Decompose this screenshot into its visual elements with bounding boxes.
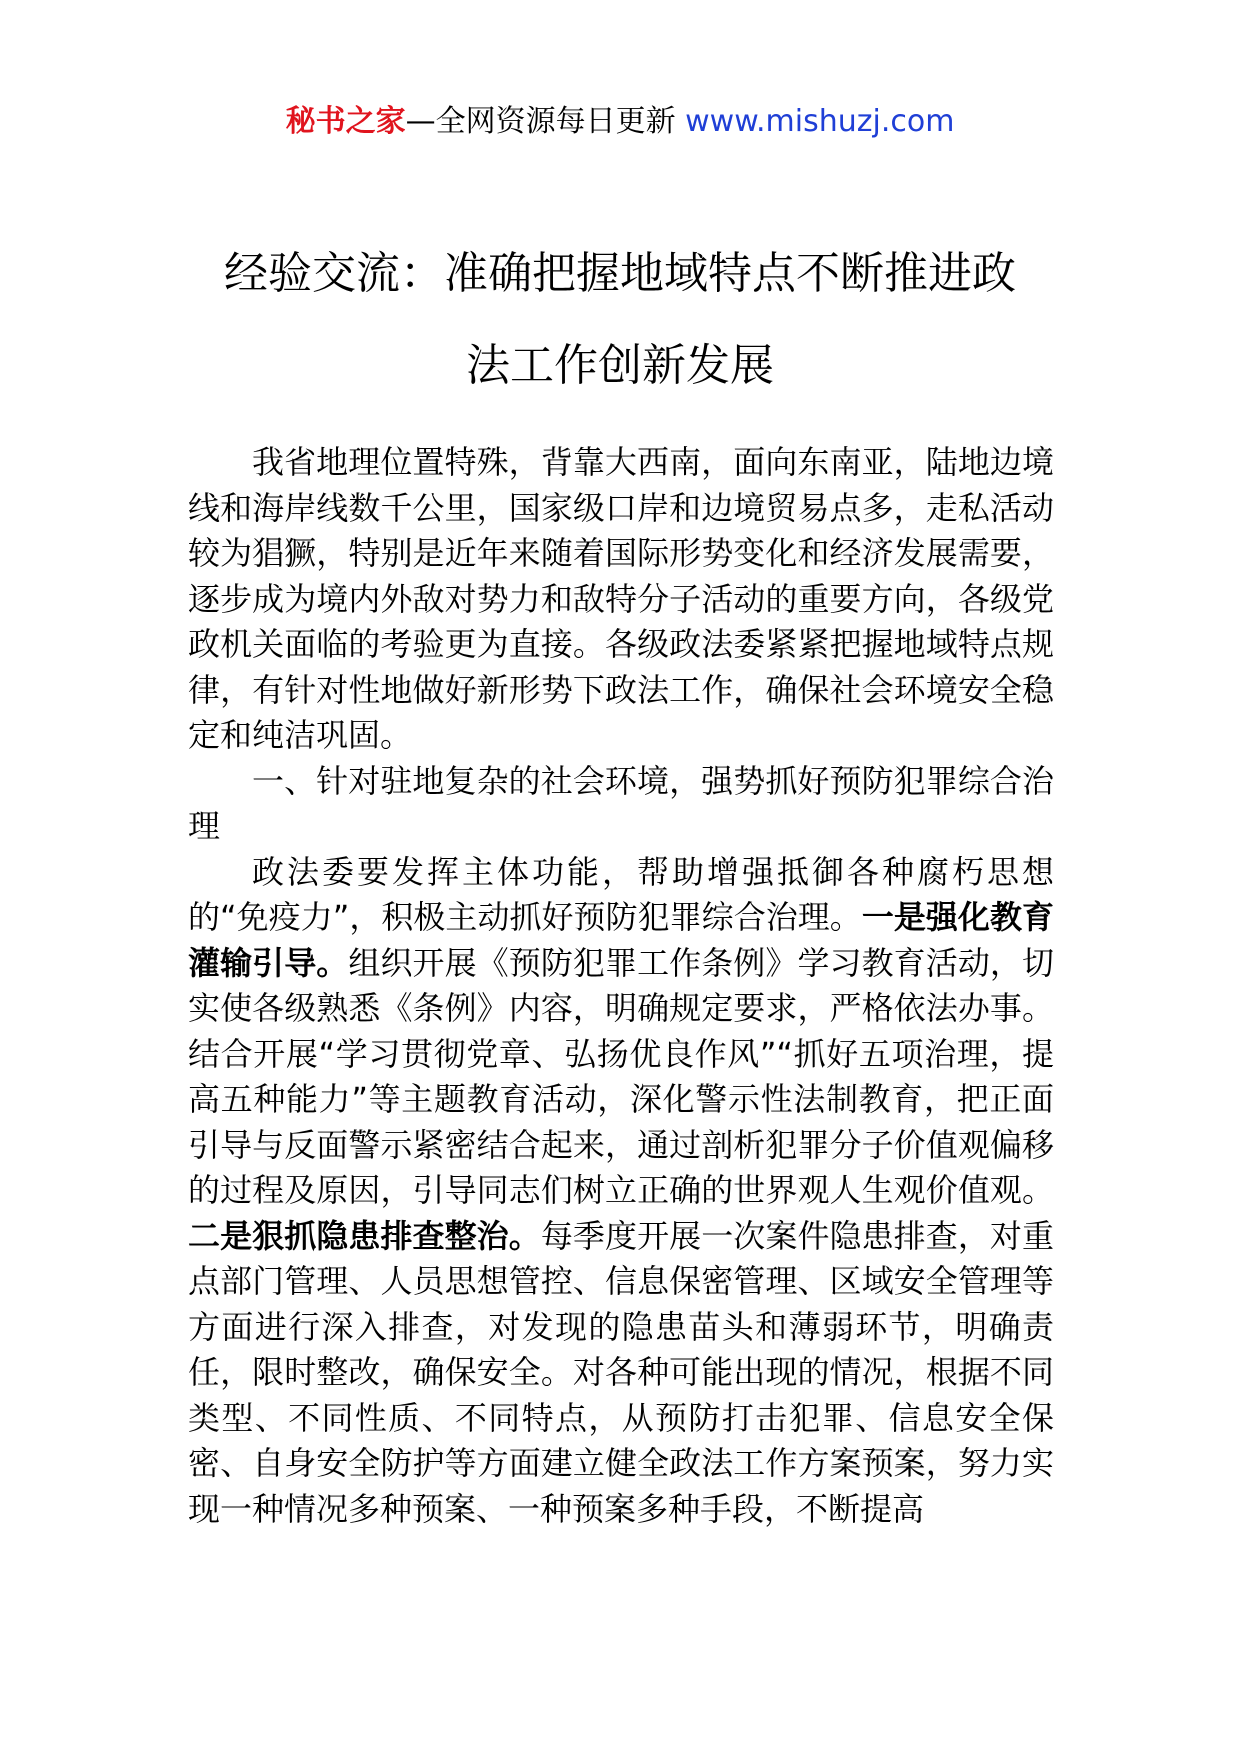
header-tagline: —全网资源每日更新 <box>405 104 686 139</box>
document-title <box>160 228 1080 412</box>
page-header <box>0 100 1240 144</box>
title-line-1: 经验交流：准确把握地域特点不断推进政 <box>224 248 1016 299</box>
paragraph-intro: 我省地理位置特殊，背靠大西南，面向东南亚，陆地边境线和海岸线数千公里，国家级口岸和边境贸易点多，走私活动较为猖獗，特别是近年来随着国际形势变化和经济发展需要，逐步成为境内外敌对势力和敌特分子活动的重要方向，各级党政机关面临的考验更为直接。各级政法委紧紧把握地域特点规律，有针对性地做好新形势下政法工作，确保社会环境安全稳定和纯洁巩固。 <box>188 443 1054 754</box>
paragraph-text: 政法委要发挥主体功能，帮助增强抵御各种腐朽思想的“免疫力”，积极主动抓好预防犯罪综合治理。 <box>188 852 1054 936</box>
section-heading-1: 一、针对驻地复杂的社会环境，强势抓好预防犯罪综合治理 <box>188 761 1054 845</box>
title-line-2: 法工作创新发展 <box>466 340 774 391</box>
bold-point-2: 二是狠抓隐患排查整治。 <box>188 1216 541 1255</box>
document-body <box>188 440 1054 1532</box>
header-brand: 秘书之家 <box>285 104 406 139</box>
paragraph-section-1 <box>188 850 1054 1533</box>
bold-point-1: 一是强化教育灌输引导。 <box>188 898 1054 982</box>
paragraph-text: 每季度开展一次案件隐患排查，对重点部门管理、人员思想管控、信息保密管理、区域安全管理等方面进行深入排查，对发现的隐患苗头和薄弱环节，明确责任，限时整改，确保安全。对各种可能出现的情况，根据不同类型、不同性质、不同特点，从预防打击犯罪、信息安全保密、自身安全防护等方面建立健全政法工作方案预案，努力实现一种情况多种预案、一种预案多种手段，不断提高 <box>188 1216 1054 1528</box>
header-site-link[interactable]: www.mishuzj.com <box>685 104 955 139</box>
paragraph-text: 组织开展《预防犯罪工作条例》学习教育活动，切实使各级熟悉《条例》内容，明确规定要求，严格依法办事。结合开展“学习贯彻党章、弘扬优良作风”“抓好五项治理，提高五种能力”等主题教育活动，深化警示性法制教育，把正面引导与反面警示紧密结合起来，通过剖析犯罪分子价值观偏移的过程及原因，引导同志们树立正确的世界观人生观价值观。 <box>188 943 1054 1209</box>
